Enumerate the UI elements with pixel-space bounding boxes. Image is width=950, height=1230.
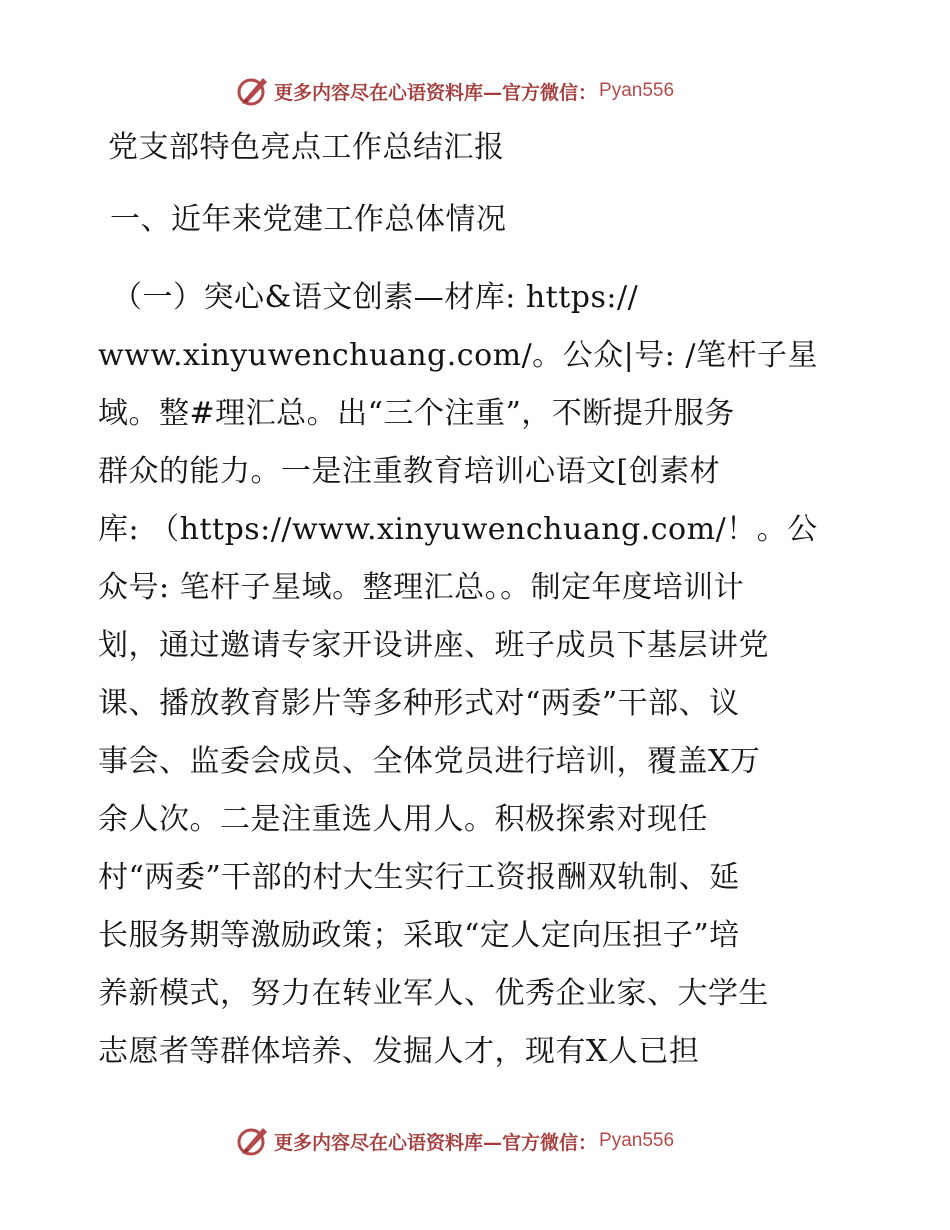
paragraph-line: 长服务期等激励政策；采取“定人定向压担子”培 <box>98 918 740 953</box>
paragraph-line: 众号: 笔杆子星域。整理汇总。。制定年度培训计 <box>98 570 745 605</box>
document-title: 党支部特色亮点工作总结汇报 <box>108 130 505 165</box>
watermark-account: Pyan556 <box>599 80 675 101</box>
paragraph-line: 余人次。二是注重选人用人。积极探索对现任 <box>98 802 708 837</box>
watermark-account: Pyan556 <box>599 1130 675 1151</box>
paragraph-line: 划，通过邀请专家开设讲座、班子成员下基层讲党 <box>98 628 769 663</box>
paragraph-line: 养新模式，努力在转业军人、优秀企业家、大学生 <box>98 976 769 1011</box>
paragraph-line: （一）突心&语文创素—材库: https:// <box>112 280 639 315</box>
quill-logo-icon <box>236 74 270 108</box>
paragraph-line: 课、播放教育影片等多种形式对“两委”干部、议 <box>98 686 740 721</box>
paragraph-line: 群众的能力。一是注重教育培训心语文[创素材 <box>98 454 721 489</box>
section-heading: 一、近年来党建工作总体情况 <box>110 202 507 237</box>
paragraph-line: 志愿者等群体培养、发掘人才，现有X人已担 <box>98 1034 700 1069</box>
paragraph-line: 域。整#理汇总。出“三个注重”，不断提升服务 <box>98 396 735 431</box>
paragraph-line: 村“两委”干部的村大生实行工资报酬双轨制、延 <box>98 860 740 895</box>
watermark-header <box>236 74 674 108</box>
paragraph-line: 库: （https://www.xinyuwenchuang.com/！。公 <box>98 512 818 547</box>
watermark-text: 更多内容尽在心语资料库—官方微信： <box>274 81 598 104</box>
quill-logo-icon <box>236 1124 270 1158</box>
watermark-text: 更多内容尽在心语资料库—官方微信： <box>274 1131 598 1154</box>
paragraph-line: www.xinyuwenchuang.com/。公众|号: /笔杆子星 <box>98 338 819 373</box>
watermark-footer <box>236 1124 674 1158</box>
paragraph-line: 事会、监委会成员、全体党员进行培训，覆盖X万 <box>98 744 761 779</box>
